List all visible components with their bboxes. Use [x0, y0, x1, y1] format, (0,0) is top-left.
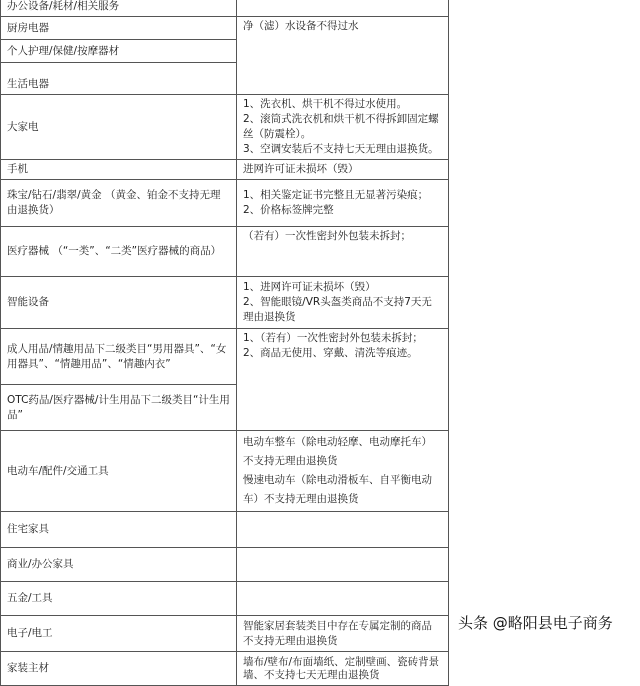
table-row	[1, 512, 449, 548]
table-row	[1, 180, 449, 227]
rule-line: 1、相关鉴定证书完整且无显著污染痕；	[243, 189, 429, 201]
category-cell: 医疗器械 （“一类”、“二类”医疗器械的商品）	[1, 227, 237, 277]
rule-cell	[237, 277, 449, 329]
rule-line: 1、洗衣机、烘干机不得过水使用。	[243, 98, 408, 110]
rule-cell	[237, 548, 449, 582]
category-cell: 个人护理/保健/按摩器材	[1, 40, 237, 63]
rule-line: 2、智能眼镜/VR头盔类商品不支持7天无理由退换货	[243, 296, 432, 323]
category-cell: 五金/工具	[1, 582, 237, 616]
table-row	[1, 17, 449, 40]
rule-line: 1、进网许可证未损坏（毁）	[243, 281, 376, 293]
rule-line: 2、滚筒式洗衣机和烘干机不得拆卸固定螺丝（防震栓）。	[243, 113, 439, 140]
category-cell: 办公设备/耗材/相关服务	[1, 0, 237, 17]
rule-line: 1、（若有）一次性密封外包装未拆封；	[243, 332, 423, 344]
rule-line: 慢速电动车（除电动滑板车、自平衡电动车）不支持无理由退换货	[243, 474, 432, 505]
rule-cell	[237, 180, 449, 227]
rule-cell	[237, 512, 449, 548]
table-row	[1, 652, 449, 686]
category-cell: 住宅家具	[1, 512, 237, 548]
rule-cell	[237, 0, 449, 17]
source-watermark	[458, 612, 613, 633]
rule-cell: 进网许可证未损坏（毁）	[237, 160, 449, 180]
rule-cell: 智能家居套装类目中存在专属定制的商品不支持无理由退换货	[237, 616, 449, 652]
table-row	[1, 160, 449, 180]
table-row	[1, 277, 449, 329]
rule-line: 电动车整车（除电动轻摩、电动摩托车）不支持无理由退换货	[243, 436, 432, 467]
category-cell: OTC药品/医疗器械/计生用品下二级类目“计生用品”	[1, 385, 237, 431]
rule-cell: 净（滤）水设备不得过水	[237, 17, 449, 95]
category-cell: 电动车/配件/交通工具	[1, 431, 237, 512]
category-cell: 电子/电工	[1, 616, 237, 652]
category-cell: 大家电	[1, 95, 237, 160]
category-cell: 智能设备	[1, 277, 237, 329]
rule-line: 2、价格标签牌完整	[243, 204, 334, 216]
table-row	[1, 616, 449, 652]
table-row	[1, 95, 449, 160]
category-cell: 家装主材	[1, 652, 237, 686]
rule-cell	[237, 95, 449, 160]
watermark-logo: 头条	[458, 614, 489, 632]
table-row	[1, 548, 449, 582]
category-cell: 商业/办公家具	[1, 548, 237, 582]
rule-cell: 墙布/壁布/布面墙纸、定制壁画、瓷砖背景墙、不支持七天无理由退换货	[237, 652, 449, 686]
rule-line: 2、商品无使用、穿戴、清洗等痕迹。	[243, 347, 418, 359]
rule-cell: （若有）一次性密封外包装未拆封；	[237, 227, 449, 277]
category-cell: 手机	[1, 160, 237, 180]
table-row	[1, 0, 449, 17]
rule-line: 3、空调安装后不支持七天无理由退换货。	[243, 143, 439, 155]
table-row	[1, 329, 449, 385]
table-row	[1, 227, 449, 277]
rule-cell	[237, 582, 449, 616]
category-cell: 生活电器	[1, 63, 237, 95]
rule-cell	[237, 329, 449, 431]
table-row	[1, 431, 449, 512]
rule-cell	[237, 431, 449, 512]
table-row	[1, 582, 449, 616]
watermark-account: @略阳县电子商务	[492, 614, 613, 632]
category-cell: 珠宝/钻石/翡翠/黄金 （黄金、铂金不支持无理由退换货）	[1, 180, 237, 227]
category-cell: 成人用品/情趣用品下二级类目“男用器具”、“女用器具”、“情趣用品”、“情趣内衣”	[1, 329, 237, 385]
category-cell: 厨房电器	[1, 17, 237, 40]
